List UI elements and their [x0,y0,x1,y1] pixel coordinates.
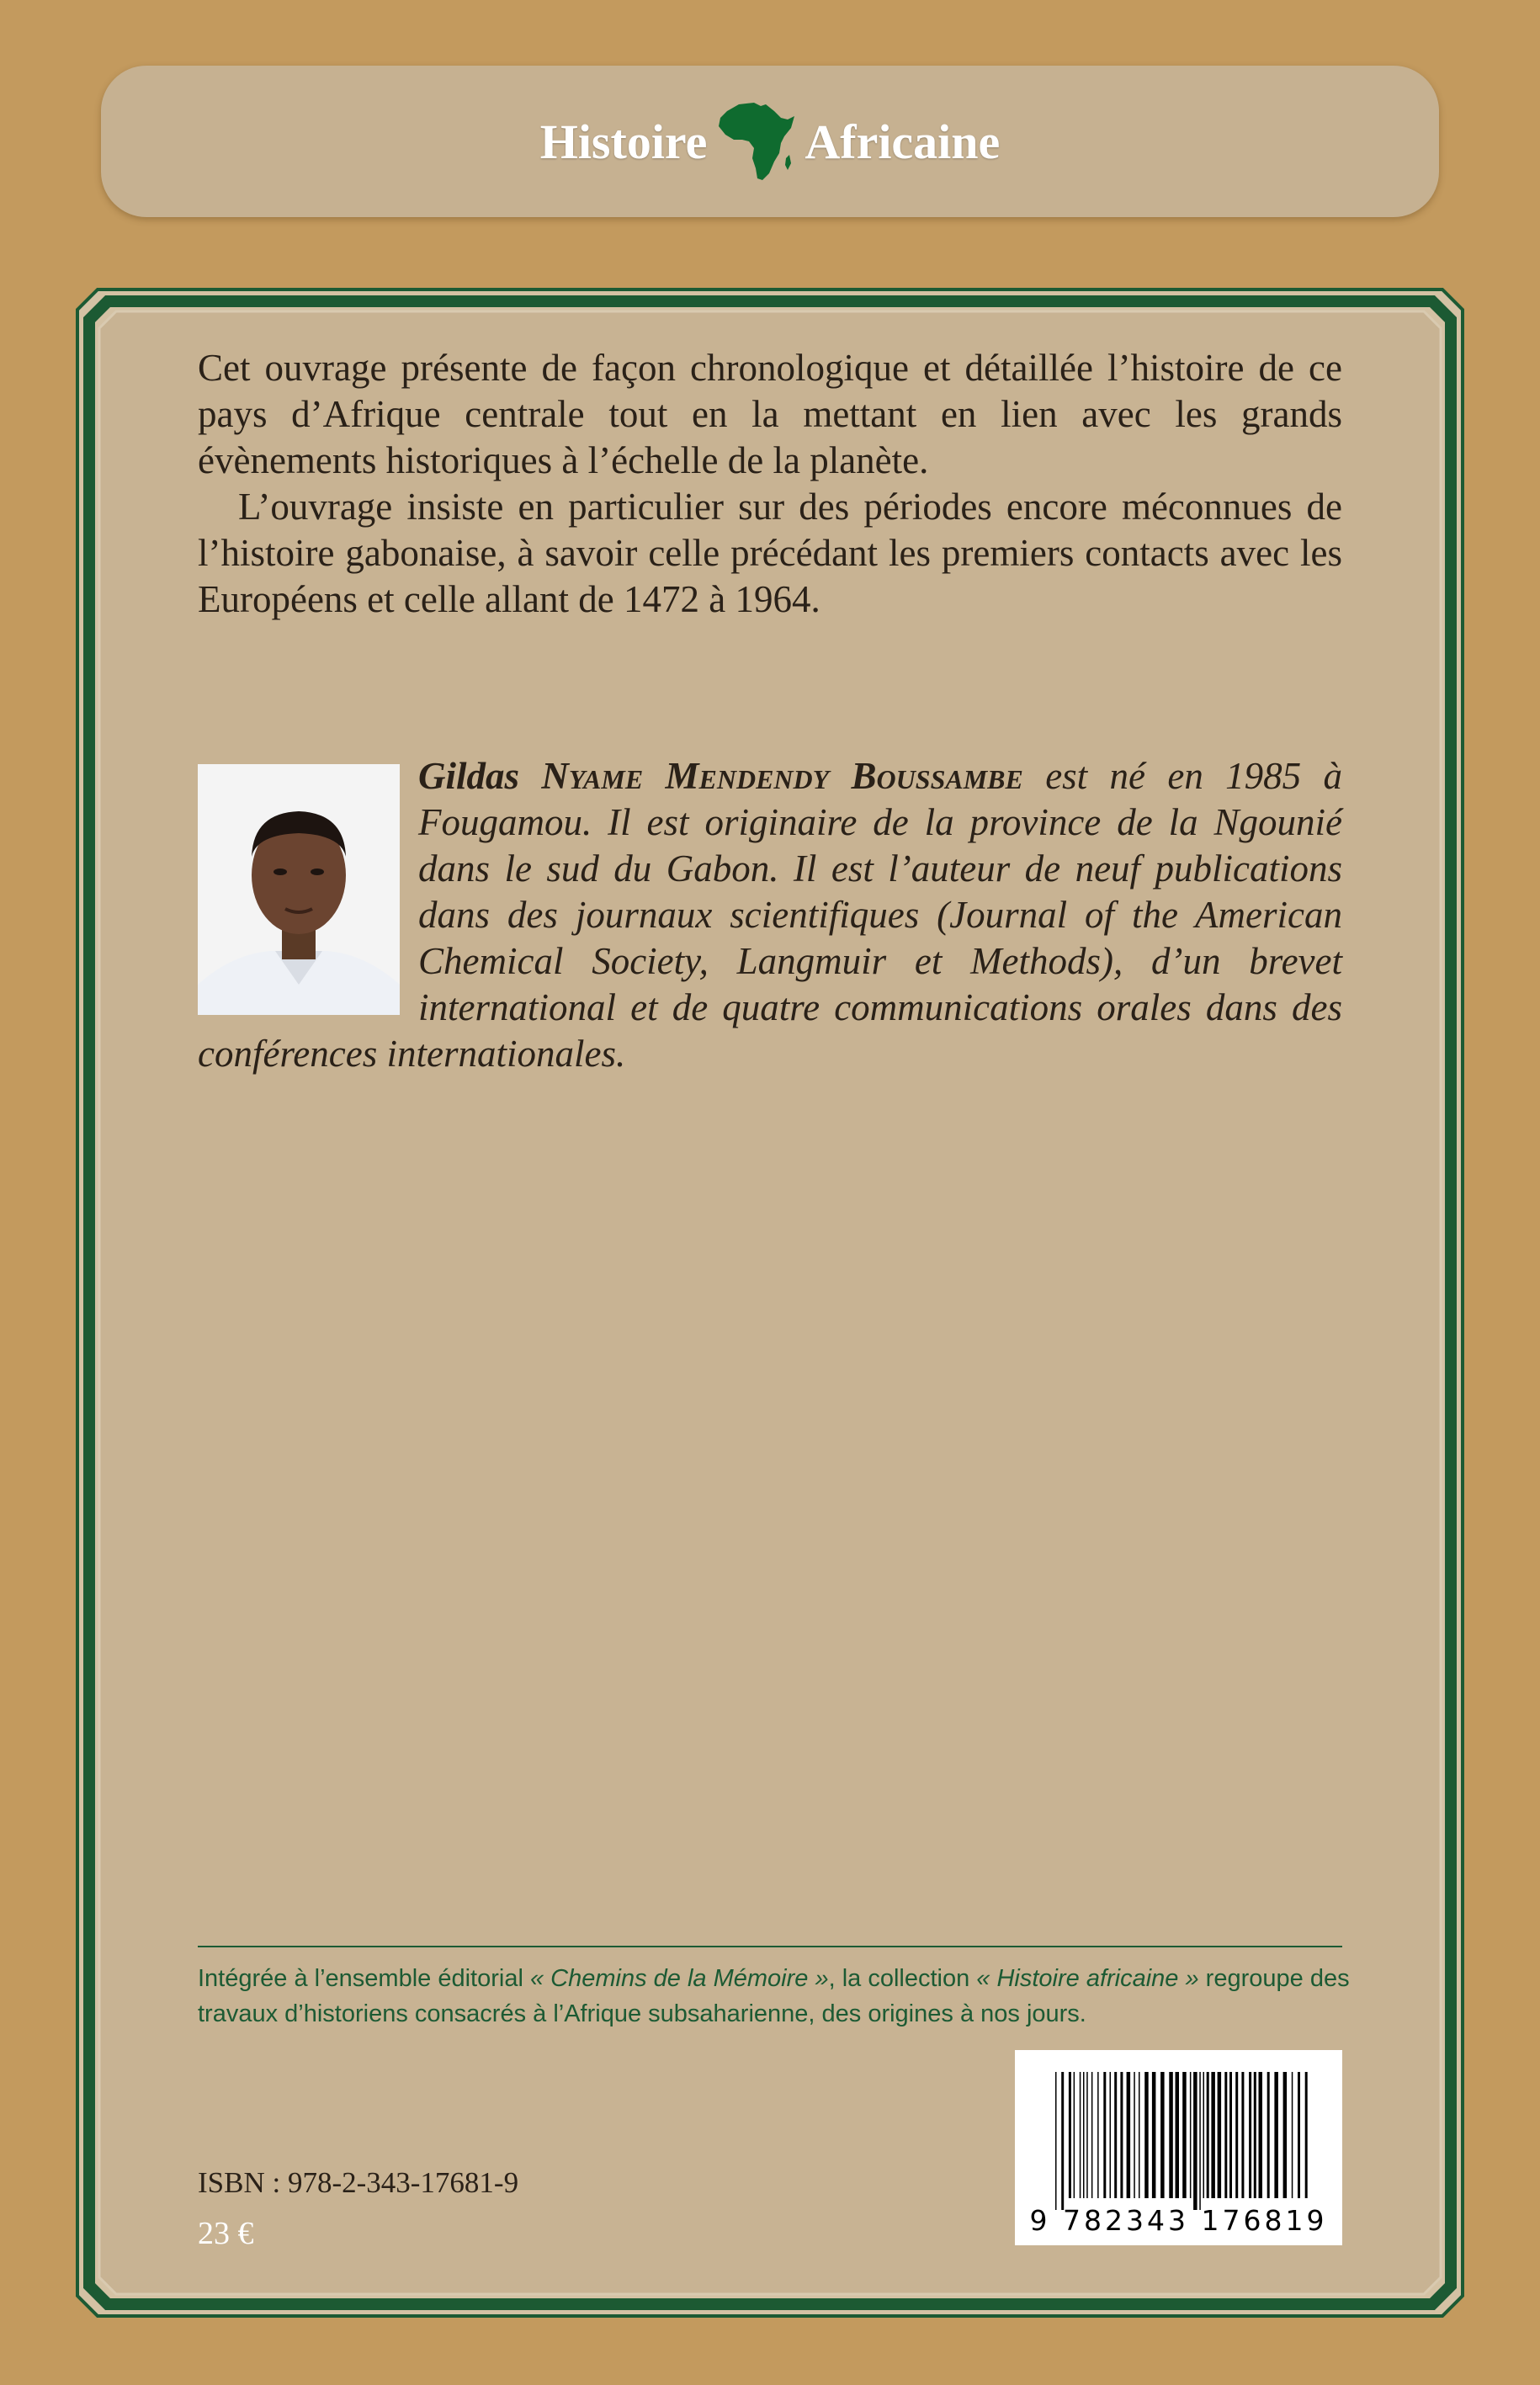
barcode-bar [1080,2072,1081,2198]
author-first-name: Gildas [418,755,520,797]
barcode-bar [1083,2072,1085,2198]
series-logo [101,66,1439,217]
barcode-bar [1254,2072,1256,2198]
barcode-bar [1218,2072,1222,2198]
summary-paragraph-1: Cet ouvrage présente de façon chronologique et détaillée l’histoire de ce pays d’Afrique centrale tout en la mettant en lien avec les grands évènements historiques à l’échelle de la planète. [198,347,1342,481]
divider [198,1946,1342,1947]
barcode-bar [1267,2072,1270,2198]
barcode-digits: 9 782343 176819 [1029,2204,1328,2237]
summary-paragraph-2: L’ouvrage insiste en particulier sur des périodes encore méconnues de l’histoire gabonaise, à savoir celle précédant les premiers contacts avec les Européens et celle allant de 1472 à 1964. [198,486,1342,620]
barcode-bar [1103,2072,1106,2198]
barcode-bar [1199,2072,1201,2210]
barcode-bar [1110,2072,1112,2198]
collection-note [198,1961,1359,2032]
barcode-bar [1069,2072,1071,2198]
book-summary [198,345,1342,623]
barcode-bar [1091,2072,1093,2198]
barcode-bar [1074,2072,1075,2198]
barcode-bar [1241,2072,1244,2198]
author-bio-text: est né en 1985 à Fougamou. Il est originaire de la province de la Ngounié dans le sud du Gabon. Il est l’auteur de neuf publications dans des journaux scientifiques (Journal of the American Chemical Society, Langmuir et Methods), d’un brevet international et de quatre communications orales dans des conférences internationales. [198,755,1343,1075]
barcode-bar [1229,2072,1232,2198]
barcode-bar [1160,2072,1165,2198]
barcode-bar [1283,2072,1288,2198]
series-word-right: Africaine [805,114,1001,169]
author-bio [198,753,1342,1077]
barcode-bar [1305,2072,1308,2198]
barcode-bar [1211,2072,1215,2198]
barcode-bar [1259,2072,1263,2198]
barcode-bar [1224,2072,1227,2198]
barcode-bar [1169,2072,1173,2198]
barcode-bar [1207,2072,1209,2198]
africa-map-icon [712,99,799,183]
barcode-bar [1120,2072,1123,2198]
barcode-bar [1203,2072,1205,2198]
price: 23 € [198,2216,254,2251]
barcode-bar [1190,2072,1192,2198]
isbn: ISBN : 978-2-343-17681-9 [198,2166,519,2199]
barcode-bar [1086,2072,1088,2198]
barcode-bar [1139,2072,1140,2198]
barcode [1015,2050,1342,2245]
collection-name-1: « Chemins de la Mémoire » [529,1965,829,1992]
barcode-bar [1144,2072,1149,2198]
barcode-bar [1061,2072,1064,2210]
barcode-bar [1055,2072,1057,2210]
barcode-bar [1127,2072,1131,2198]
barcode-bar [1235,2072,1238,2198]
barcode-bar [1274,2072,1278,2198]
barcode-bar [1193,2072,1197,2210]
author-last-name: Nyame Mendendy Boussambe [541,755,1023,797]
barcode-bar [1182,2072,1187,2198]
series-banner [101,66,1439,217]
collection-text-3: regroupe des travaux d’historiens consacrés à l’Afrique subsaharienne, des origines à nos jours. [198,1965,1350,2027]
barcode-bar [1298,2072,1300,2198]
barcode-bar [1176,2072,1180,2198]
collection-name-2: « Histoire africaine » [976,1965,1199,1992]
photo-spacer [198,753,418,1006]
barcode-bar [1097,2072,1099,2198]
barcode-bar [1134,2072,1135,2198]
barcode-bar [1114,2072,1117,2198]
barcode-bar [1249,2072,1251,2198]
barcode-bar [1152,2072,1156,2198]
collection-text-1: Intégrée à l’ensemble éditorial [198,1965,530,1992]
series-word-left: Histoire [539,114,708,169]
barcode-bar [1292,2072,1293,2198]
collection-text-2: , la collection [828,1965,977,1992]
